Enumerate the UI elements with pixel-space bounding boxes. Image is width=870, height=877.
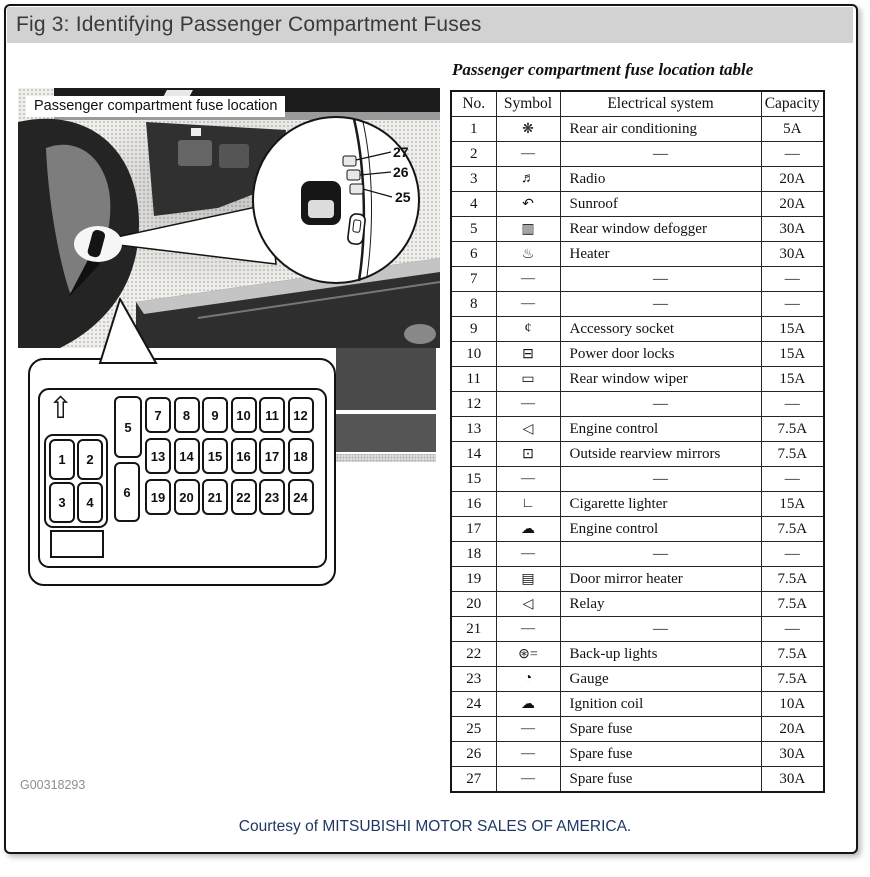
electrical-system: — <box>560 292 761 317</box>
fuse-slot-6: 6 <box>114 462 140 522</box>
table-row <box>451 367 824 392</box>
electrical-system: — <box>560 467 761 492</box>
col-header-system: Electrical system <box>560 91 761 117</box>
fuse-26-shape <box>347 170 360 180</box>
table-row <box>451 517 824 542</box>
fuse-number: 8 <box>451 292 496 317</box>
callout-label-26: 26 <box>393 164 409 180</box>
figure-id: G00318293 <box>20 778 86 792</box>
fuse-slot-17: 17 <box>259 438 285 474</box>
table-header-row <box>451 91 824 117</box>
fuse-grid-7-24 <box>145 397 314 515</box>
fuse-slot-9: 9 <box>202 397 228 433</box>
table-row <box>451 692 824 717</box>
electrical-system: Heater <box>560 242 761 267</box>
table-row <box>451 242 824 267</box>
relay-icon: ◁ <box>496 592 560 617</box>
console-photo-remnant <box>336 348 436 462</box>
electrical-system: Engine control <box>560 517 761 542</box>
table-row <box>451 492 824 517</box>
electrical-system: Cigarette lighter <box>560 492 761 517</box>
dash-symbol: — <box>496 617 560 642</box>
fuse-capacity: 20A <box>761 717 824 742</box>
photo-caption: Passenger compartment fuse location <box>26 96 285 117</box>
cigarette-lighter-icon: ∟ <box>496 492 560 517</box>
dash-symbol: — <box>496 142 560 167</box>
table-title: Passenger compartment fuse location table <box>452 60 754 79</box>
engine-icon: ☁ <box>496 517 560 542</box>
page-title: Fig 3: Identifying Passenger Compartment Fuses <box>16 13 482 36</box>
fuse-slot-22: 22 <box>231 479 257 515</box>
music-notes-icon: ♬ <box>496 167 560 192</box>
fuse-slot-14: 14 <box>174 438 200 474</box>
accessory-socket-icon: ¢ <box>496 317 560 342</box>
electrical-system: — <box>560 392 761 417</box>
up-arrow-icon: ⇧ <box>48 392 74 425</box>
fuse-capacity: — <box>761 467 824 492</box>
electrical-system: Gauge <box>560 667 761 692</box>
fuse-slot-15: 15 <box>202 438 228 474</box>
table-row <box>451 717 824 742</box>
table-row <box>451 192 824 217</box>
table-row <box>451 392 824 417</box>
fuse-number: 14 <box>451 442 496 467</box>
rear-wiper-icon: ▭ <box>496 367 560 392</box>
fuse-box-diagram <box>28 358 336 586</box>
fuse-grid-row <box>145 438 314 474</box>
fuse-group-1-4 <box>44 434 108 528</box>
table-row <box>451 742 824 767</box>
fuse-slot-23: 23 <box>259 479 285 515</box>
fuse-grid-row <box>145 397 314 433</box>
fuse-slot-11: 11 <box>259 397 285 433</box>
fuse-slot-20: 20 <box>174 479 200 515</box>
electrical-system: — <box>560 142 761 167</box>
dash-symbol: — <box>496 392 560 417</box>
fuse-slot-4: 4 <box>77 482 103 523</box>
fuse-slot-21: 21 <box>202 479 228 515</box>
callout-label-27: 27 <box>393 144 409 160</box>
table-row <box>451 142 824 167</box>
fuse-number: 22 <box>451 642 496 667</box>
fuse-number: 16 <box>451 492 496 517</box>
col-header-capacity: Capacity <box>761 91 824 117</box>
electrical-system: — <box>560 617 761 642</box>
electrical-system: Rear air conditioning <box>560 117 761 142</box>
fuse-capacity: 20A <box>761 192 824 217</box>
electrical-system: Engine control <box>560 417 761 442</box>
electrical-system: — <box>560 542 761 567</box>
fuse-capacity: 10A <box>761 692 824 717</box>
fuse-capacity: 7.5A <box>761 567 824 592</box>
electrical-system: Back-up lights <box>560 642 761 667</box>
electrical-system: Ignition coil <box>560 692 761 717</box>
fuse-number: 26 <box>451 742 496 767</box>
engine-control-icon: ◁ <box>496 417 560 442</box>
fuse-number: 11 <box>451 367 496 392</box>
rearview-mirror-icon: ⊡ <box>496 442 560 467</box>
fuse-slot-3: 3 <box>49 482 75 523</box>
fuse-number: 10 <box>451 342 496 367</box>
fuse-capacity: 7.5A <box>761 642 824 667</box>
dash-symbol: — <box>496 717 560 742</box>
panel-callout-wedge <box>98 298 160 364</box>
table-row <box>451 217 824 242</box>
electrical-system: Power door locks <box>560 342 761 367</box>
fuse-location-photo <box>18 88 440 348</box>
fuse-capacity: 15A <box>761 317 824 342</box>
fan-icon: ❋ <box>496 117 560 142</box>
door-lock-icon: ⊟ <box>496 342 560 367</box>
dash-symbol: — <box>496 767 560 793</box>
fuse-capacity: — <box>761 617 824 642</box>
table-row <box>451 667 824 692</box>
dash-symbol: — <box>496 267 560 292</box>
electrical-system: Accessory socket <box>560 317 761 342</box>
fuse-25-shape <box>350 184 363 194</box>
fuse-number: 4 <box>451 192 496 217</box>
door-mirror-heater-icon: ▤ <box>496 567 560 592</box>
fuse-number: 17 <box>451 517 496 542</box>
fuse-number: 12 <box>451 392 496 417</box>
table-row <box>451 642 824 667</box>
dashboard-illustration <box>18 88 440 348</box>
fuse-27-shape <box>343 156 356 166</box>
col-header-symbol: Symbol <box>496 91 560 117</box>
fuse-slot-24: 24 <box>288 479 314 515</box>
fuse-table <box>450 90 825 793</box>
table-row <box>451 292 824 317</box>
fuse-capacity: 7.5A <box>761 592 824 617</box>
table-row <box>451 267 824 292</box>
fuse-capacity: 30A <box>761 242 824 267</box>
table-row <box>451 592 824 617</box>
electrical-system: Relay <box>560 592 761 617</box>
fuse-capacity: — <box>761 392 824 417</box>
table-row <box>451 467 824 492</box>
ignition-coil-icon: ☁ <box>496 692 560 717</box>
fuse-number: 15 <box>451 467 496 492</box>
fuse-number: 2 <box>451 142 496 167</box>
electrical-system: Outside rearview mirrors <box>560 442 761 467</box>
blank-slot <box>50 530 104 558</box>
dash-symbol: — <box>496 742 560 767</box>
fuse-slot-5: 5 <box>114 396 142 458</box>
table-row <box>451 167 824 192</box>
electrical-system: Spare fuse <box>560 742 761 767</box>
table-row <box>451 417 824 442</box>
fuse-number: 20 <box>451 592 496 617</box>
fuse-number: 7 <box>451 267 496 292</box>
fuse-slot-16: 16 <box>231 438 257 474</box>
fuse-capacity: 15A <box>761 342 824 367</box>
fuse-number: 3 <box>451 167 496 192</box>
electrical-system: Rear window wiper <box>560 367 761 392</box>
electrical-system: Spare fuse <box>560 767 761 793</box>
dash-symbol: — <box>496 292 560 317</box>
electrical-system: Radio <box>560 167 761 192</box>
fuse-number: 13 <box>451 417 496 442</box>
fuse-slot-19: 19 <box>145 479 171 515</box>
fuse-number: 5 <box>451 217 496 242</box>
fuse-capacity: 7.5A <box>761 667 824 692</box>
fuse-capacity: 5A <box>761 117 824 142</box>
dash-symbol: — <box>496 467 560 492</box>
electrical-system: Door mirror heater <box>560 567 761 592</box>
fuse-number: 24 <box>451 692 496 717</box>
fuse-capacity: 7.5A <box>761 517 824 542</box>
fuse-capacity: 15A <box>761 367 824 392</box>
fuse-slot-1: 1 <box>49 439 75 480</box>
fuse-slot-2: 2 <box>77 439 103 480</box>
table-row <box>451 442 824 467</box>
sunroof-icon: ↶ <box>496 192 560 217</box>
fuse-number: 9 <box>451 317 496 342</box>
col-header-no: No. <box>451 91 496 117</box>
fuse-slot-8: 8 <box>174 397 200 433</box>
fuse-slot-18: 18 <box>288 438 314 474</box>
fuse-capacity: 30A <box>761 217 824 242</box>
table-row <box>451 542 824 567</box>
table-row <box>451 342 824 367</box>
fuse-number: 21 <box>451 617 496 642</box>
electrical-system: — <box>560 267 761 292</box>
fuse-capacity: — <box>761 542 824 567</box>
fuse-capacity: — <box>761 292 824 317</box>
fuse-slot-13: 13 <box>145 438 171 474</box>
fuse-number: 6 <box>451 242 496 267</box>
table-row <box>451 117 824 142</box>
backup-lights-icon: ⊛= <box>496 642 560 667</box>
fuse-capacity: 20A <box>761 167 824 192</box>
fuse-slot-12: 12 <box>288 397 314 433</box>
fuse-capacity: 30A <box>761 767 824 793</box>
fuse-grid-row <box>145 479 314 515</box>
fuse-capacity: 30A <box>761 742 824 767</box>
electrical-system: Rear window defogger <box>560 217 761 242</box>
fuse-capacity: 15A <box>761 492 824 517</box>
figure-title-bar <box>7 7 853 43</box>
electrical-system: Sunroof <box>560 192 761 217</box>
rear-defogger-icon: ▥ <box>496 217 560 242</box>
fuse-slot-7: 7 <box>145 397 171 433</box>
fuse-number: 27 <box>451 767 496 793</box>
fuse-number: 1 <box>451 117 496 142</box>
fuse-box-inner <box>38 388 327 568</box>
fuse-number: 19 <box>451 567 496 592</box>
fuse-capacity: 7.5A <box>761 417 824 442</box>
callout-label-25: 25 <box>395 189 411 205</box>
table-row <box>451 567 824 592</box>
fuse-capacity: 7.5A <box>761 442 824 467</box>
table-row <box>451 767 824 793</box>
fuse-capacity: — <box>761 267 824 292</box>
fuse-number: 18 <box>451 542 496 567</box>
fuse-number: 23 <box>451 667 496 692</box>
fuse-number: 25 <box>451 717 496 742</box>
gauge-icon: ◔ <box>496 667 560 692</box>
table-row <box>451 617 824 642</box>
fuse-capacity: — <box>761 142 824 167</box>
heater-icon: ♨ <box>496 242 560 267</box>
fuse-slot-10: 10 <box>231 397 257 433</box>
table-row <box>451 317 824 342</box>
dash-symbol: — <box>496 542 560 567</box>
credit-line: Courtesy of MITSUBISHI MOTOR SALES OF AMERICA. <box>238 818 632 835</box>
electrical-system: Spare fuse <box>560 717 761 742</box>
